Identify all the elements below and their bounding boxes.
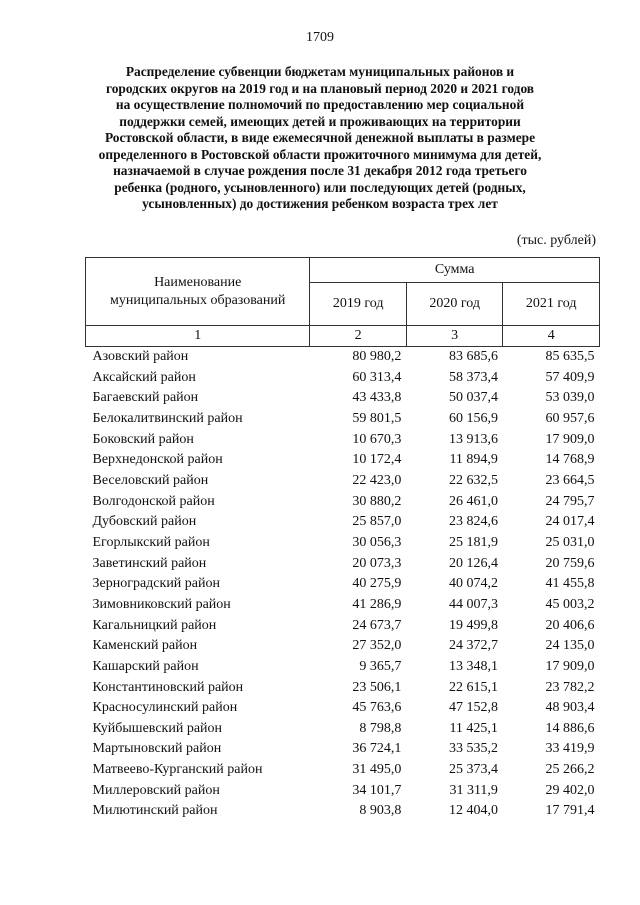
value-2019: 27 352,0 [352, 638, 402, 654]
value-2021: 29 402,0 [545, 782, 595, 798]
value-2021: 24 135,0 [545, 638, 595, 654]
value-2021: 17 909,0 [545, 431, 595, 447]
value-2021: 23 782,2 [545, 679, 595, 695]
municipality-name: Красносулинский район [92, 700, 238, 716]
value-2021: 33 419,9 [545, 741, 595, 757]
municipality-name: Дубовский район [92, 514, 197, 530]
value-2021: 14 768,9 [545, 452, 595, 468]
header-municipality [86, 258, 310, 326]
title-line: поддержки семей, имеющих детей и проживающих на территории [119, 113, 521, 129]
value-2021: 85 635,5 [545, 349, 595, 364]
table-row [86, 698, 600, 719]
value-2020: 25 181,9 [448, 534, 498, 550]
value-2019: 10 670,3 [352, 431, 402, 447]
table-row [86, 574, 600, 595]
value-2019: 40 275,9 [352, 576, 402, 592]
table-colnum-row [86, 326, 600, 347]
value-2020: 50 037,4 [448, 390, 498, 406]
table-row [86, 595, 600, 616]
table-row [86, 450, 600, 471]
table-row [86, 678, 600, 699]
page-number: 1709 [306, 30, 334, 45]
table-row [86, 554, 600, 575]
municipality-name: Куйбышевский район [92, 720, 223, 736]
value-2021: 17 909,0 [545, 658, 595, 674]
municipality-name: Волгодонской район [92, 493, 215, 509]
title-line: назначаемой в случае рождения после 31 декабря 2012 года третьего [113, 163, 527, 178]
value-2021: 25 031,0 [545, 534, 595, 550]
header-sum: Сумма [310, 258, 600, 283]
table-row [86, 492, 600, 513]
municipality-name: Верхнедонской район [92, 452, 223, 468]
value-2021: 41 455,8 [545, 576, 595, 592]
value-2020: 31 311,9 [449, 782, 498, 798]
value-2019: 45 763,6 [352, 700, 402, 716]
municipality-name: Мартыновский район [92, 741, 222, 757]
value-2019: 25 857,0 [352, 514, 402, 530]
municipality-name: Константиновский район [92, 679, 244, 695]
value-2020: 24 372,7 [448, 638, 498, 654]
col-number: 4 [503, 326, 600, 347]
table-row [86, 636, 600, 657]
value-2020: 11 425,1 [449, 720, 498, 736]
value-2021: 24 017,4 [545, 514, 595, 530]
value-2021: 20 759,6 [545, 555, 595, 571]
municipality-name: Миллеровский район [92, 782, 220, 798]
value-2020: 83 685,6 [448, 349, 498, 364]
value-2021: 14 886,6 [545, 720, 595, 736]
value-2020: 22 632,5 [448, 472, 498, 488]
value-2021: 57 409,9 [545, 369, 595, 385]
unit-label: (тыс. рублей) [516, 233, 596, 248]
municipality-name: Кашарский район [92, 658, 199, 674]
value-2019: 23 506,1 [352, 679, 402, 695]
table-row [86, 657, 600, 678]
value-2021: 20 406,6 [545, 617, 595, 633]
value-2020: 22 615,1 [448, 679, 498, 695]
value-2020: 58 373,4 [448, 369, 498, 385]
col-number: 3 [406, 326, 503, 347]
value-2020: 40 074,2 [448, 576, 498, 592]
value-2019: 24 673,7 [352, 617, 402, 633]
value-2020: 26 461,0 [448, 493, 498, 509]
value-2019: 20 073,3 [352, 555, 402, 571]
value-2019: 41 286,9 [352, 596, 402, 612]
table-row [86, 471, 600, 492]
title-line: ребенка (родного, усыновленного) или последующих детей (родных, [114, 179, 526, 195]
value-2020: 12 404,0 [448, 803, 498, 819]
municipality-name: Милютинский район [92, 803, 218, 819]
municipality-name: Аксайский район [92, 369, 196, 385]
col-number: 1 [86, 326, 310, 347]
value-2021: 17 791,4 [545, 803, 595, 819]
municipality-name: Боковский район [92, 431, 194, 447]
value-2019: 8 903,8 [359, 803, 402, 819]
value-2019: 10 172,4 [352, 452, 402, 468]
header-year-2020: 2020 год [406, 283, 503, 326]
table-row [86, 388, 600, 409]
municipality-name: Матвеево-Курганский район [92, 762, 263, 778]
title-line: городских округов на 2019 год и на плановый период 2020 и 2021 годов [105, 80, 535, 96]
table-row [86, 409, 600, 430]
value-2020: 33 535,2 [448, 741, 498, 757]
table-row [86, 719, 600, 740]
value-2021: 60 957,6 [545, 410, 595, 426]
title-line: усыновленных) до достижения ребенком возраста трех лет [142, 196, 498, 211]
value-2019: 8 798,8 [359, 720, 402, 736]
value-2019: 34 101,7 [352, 782, 402, 798]
municipality-name: Азовский район [92, 349, 189, 364]
document-title [80, 64, 560, 213]
municipality-name: Белокалитвинский район [92, 410, 243, 426]
value-2021: 48 903,4 [545, 700, 595, 716]
table-row [86, 533, 600, 554]
value-2020: 44 007,3 [448, 596, 498, 612]
value-2019: 59 801,5 [352, 410, 402, 426]
header-name-line1: Наименование [154, 274, 242, 290]
value-2020: 25 373,4 [448, 762, 498, 778]
header-year-2021: 2021 год [503, 283, 600, 326]
col-number: 2 [310, 326, 407, 347]
title-line: на осуществление полномочий по предоставлению мер социальной [115, 97, 525, 112]
value-2019: 22 423,0 [352, 472, 402, 488]
value-2021: 25 266,2 [545, 762, 595, 778]
value-2019: 36 724,1 [352, 741, 402, 757]
table-row [86, 430, 600, 451]
value-2021: 24 795,7 [545, 493, 595, 509]
value-2019: 60 313,4 [352, 369, 402, 385]
municipality-name: Веселовский район [92, 472, 209, 488]
value-2020: 20 126,4 [448, 555, 498, 571]
value-2021: 53 039,0 [545, 390, 595, 406]
table-row [86, 368, 600, 389]
table-row [86, 801, 600, 822]
municipality-name: Багаевский район [92, 390, 199, 406]
value-2020: 13 913,6 [448, 431, 498, 447]
value-2019: 30 880,2 [352, 493, 402, 509]
value-2020: 47 152,8 [448, 700, 498, 716]
title-line: Распределение субвенции бюджетам муниципальных районов и [125, 64, 515, 79]
table-row [86, 347, 600, 368]
value-2020: 19 499,8 [448, 617, 498, 633]
value-2019: 30 056,3 [352, 534, 402, 550]
value-2019: 43 433,8 [352, 390, 402, 406]
value-2019: 9 365,7 [359, 658, 402, 674]
table-header-row [86, 258, 600, 283]
value-2019: 31 495,0 [352, 762, 402, 778]
value-2021: 23 664,5 [545, 472, 595, 488]
subvention-table [85, 257, 600, 822]
value-2020: 60 156,9 [448, 410, 498, 426]
value-2019: 80 980,2 [352, 349, 402, 364]
table-row [86, 512, 600, 533]
table-row [86, 739, 600, 760]
header-year-2019: 2019 год [310, 283, 407, 326]
title-line: определенного в Ростовской области прожиточного минимума для детей, [98, 146, 542, 162]
municipality-name: Кагальницкий район [92, 617, 217, 633]
value-2020: 11 894,9 [449, 452, 498, 468]
header-name-line2: муниципальных образований [110, 292, 286, 308]
municipality-name: Заветинский район [92, 555, 207, 571]
table-row [86, 760, 600, 781]
municipality-name: Каменский район [92, 638, 198, 654]
municipality-name: Зерноградский район [92, 576, 220, 592]
value-2020: 13 348,1 [448, 658, 498, 674]
value-2021: 45 003,2 [545, 596, 595, 612]
value-2020: 23 824,6 [448, 514, 498, 530]
title-line: Ростовской области, в виде ежемесячной денежной выплаты в размере [104, 130, 536, 145]
municipality-name: Егорлыкский район [92, 534, 210, 550]
municipality-name: Зимовниковский район [92, 596, 231, 612]
table-row [86, 781, 600, 802]
table-row [86, 616, 600, 637]
